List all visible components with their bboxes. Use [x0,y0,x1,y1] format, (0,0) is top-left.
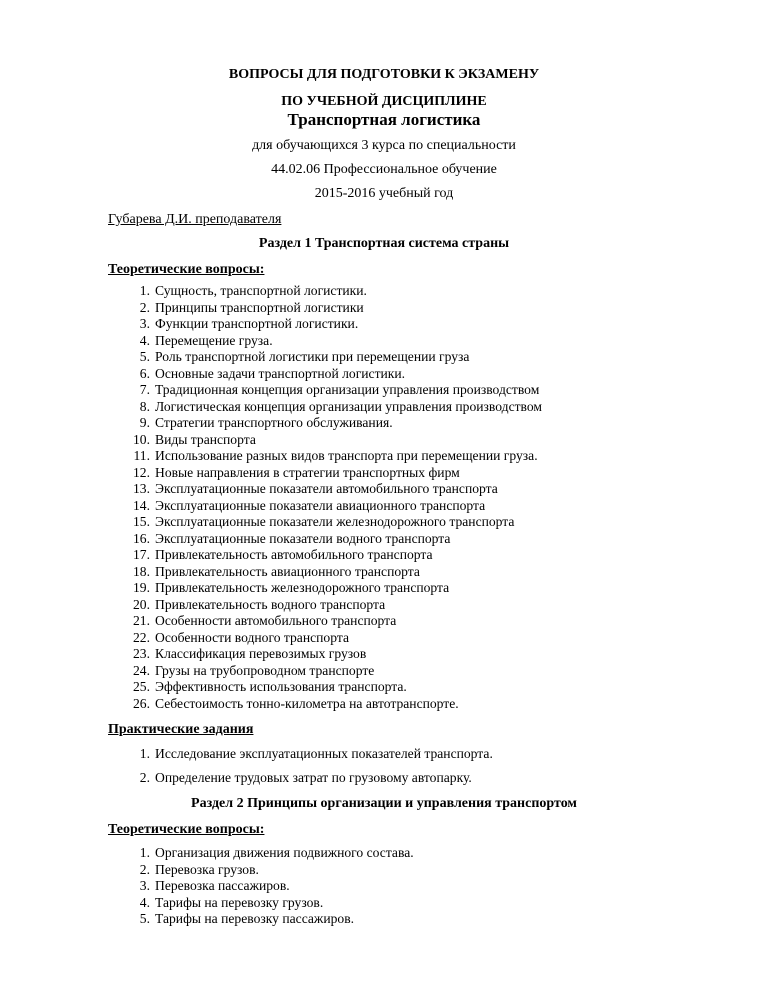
list-item-number: 2. [139,299,150,315]
list-item-number: 6. [139,365,150,381]
list-item-text: Логистическая концепция организации управления производством [155,398,543,414]
list-item-number: 15. [133,514,150,529]
header-line-1: ВОПРОСЫ ДЛЯ ПОДГОТОВКИ К ЭКЗАМЕНУ [228,67,540,82]
list-item-text: Привлекательность авиационного транспорта [155,563,420,579]
specialty-line: 44.02.06 Профессиональное обучение [271,162,497,177]
section-1-theory-heading: Теоретические вопросы: [108,262,265,277]
list-item-number: 5. [139,349,150,364]
list-item-number: 17. [133,547,150,562]
list-item-number: 9. [139,415,150,430]
list-item-number: 7. [139,382,150,397]
list-item-text: Определение трудовых затрат по грузовому автопарку. [155,770,472,785]
list-item-text: Эксплуатационные показатели автомобильного транспорта [155,481,498,496]
list-item-text: Привлекательность железнодорожного транспорта [155,580,450,595]
list-item-number: 10. [133,431,150,447]
list-item-text: Привлекательность водного транспорта [155,596,386,612]
list-item-text: Стратегии транспортного обслуживания. [155,415,393,430]
list-item-number: 8. [139,398,150,414]
list-item-number: 16. [133,530,150,546]
list-item-text: Организация движения подвижного состава. [155,845,414,860]
list-item-text: Основные задачи транспортной логистики. [155,365,406,381]
list-item-text: Перемещение груза. [155,332,273,348]
header-line-2: ПО УЧЕБНОЙ ДИСЦИПЛИНЕ [281,94,487,109]
list-item-number: 24. [133,662,150,678]
list-item-text: Привлекательность автомобильного транспорта [155,547,433,562]
list-item-number: 2. [139,770,150,785]
list-item-number: 25. [133,679,150,694]
list-item-number: 22. [133,629,150,645]
list-item-text: Особенности автомобильного транспорта [155,613,397,628]
list-item-number: 11. [133,448,150,463]
list-item-number: 4. [139,332,150,348]
list-item-text: Эффективность использования транспорта. [155,679,407,694]
list-item-text: Особенности водного транспорта [155,629,349,645]
list-item-number: 23. [133,646,150,661]
list-item-text: Себестоимость тонно-километра на автотранспорте. [155,695,459,711]
list-item-number: 12. [133,464,150,480]
list-item-number: 19. [133,580,150,595]
list-item-text: Тарифы на перевозку пассажиров. [155,911,355,926]
list-item-number: 5. [139,911,150,926]
list-item-text: Эксплуатационные показатели водного транспорта [155,530,451,546]
section-2-theory-heading: Теоретические вопросы: [108,822,265,837]
list-item-number: 1. [139,283,150,298]
list-item-text: Новые направления в стратегии транспортных фирм [155,464,460,480]
list-item-number: 14. [133,497,150,513]
author-line: Губарева Д.И. преподавателя [108,212,282,227]
list-item-text: Принципы транспортной логистики [155,299,364,315]
list-item-number: 13. [133,481,150,496]
section-1-practice-heading: Практические задания [108,722,254,737]
list-item-text: Роль транспортной логистики при перемещении груза [155,349,470,364]
list-item-number: 26. [133,695,150,711]
section-2-title: Раздел 2 Принципы организации и управления транспортом [191,796,577,811]
list-item-text: Перевозка грузов. [155,861,259,877]
list-item-text: Эксплуатационные показатели железнодорожного транспорта [155,514,515,529]
section-1-title: Раздел 1 Транспортная система страны [258,236,510,251]
academic-year-line: 2015-2016 учебный год [314,186,454,201]
list-item-text: Виды транспорта [155,431,256,447]
list-item-number: 1. [139,746,150,761]
list-item-number: 3. [139,316,150,331]
list-item-text: Грузы на трубопроводном транспорте [155,662,375,678]
list-item-number: 20. [133,596,150,612]
list-item-number: 2. [139,861,150,877]
list-item-number: 18. [133,563,150,579]
list-item-text: Эксплуатационные показатели авиационного транспорта [155,497,486,513]
list-item-text: Классификация перевозимых грузов [155,646,367,661]
list-item-text: Функции транспортной логистики. [155,316,359,331]
list-item-text: Исследование эксплуатационных показателей транспорта. [155,746,493,761]
list-item-text: Сущность, транспортной логистики. [155,283,367,298]
audience-line: для обучающихся 3 курса по специальности [252,138,516,153]
list-item-number: 21. [133,613,150,628]
list-item-number: 4. [139,894,150,910]
subject-title: Транспортная логистика [287,110,481,129]
list-item-text: Использование разных видов транспорта при перемещении груза. [155,448,538,463]
list-item-text: Перевозка пассажиров. [155,878,290,893]
list-item-number: 3. [139,878,150,893]
list-item-text: Тарифы на перевозку грузов. [155,894,324,910]
list-item-number: 1. [139,845,150,860]
list-item-text: Традиционная концепция организации управления производством [155,382,540,397]
